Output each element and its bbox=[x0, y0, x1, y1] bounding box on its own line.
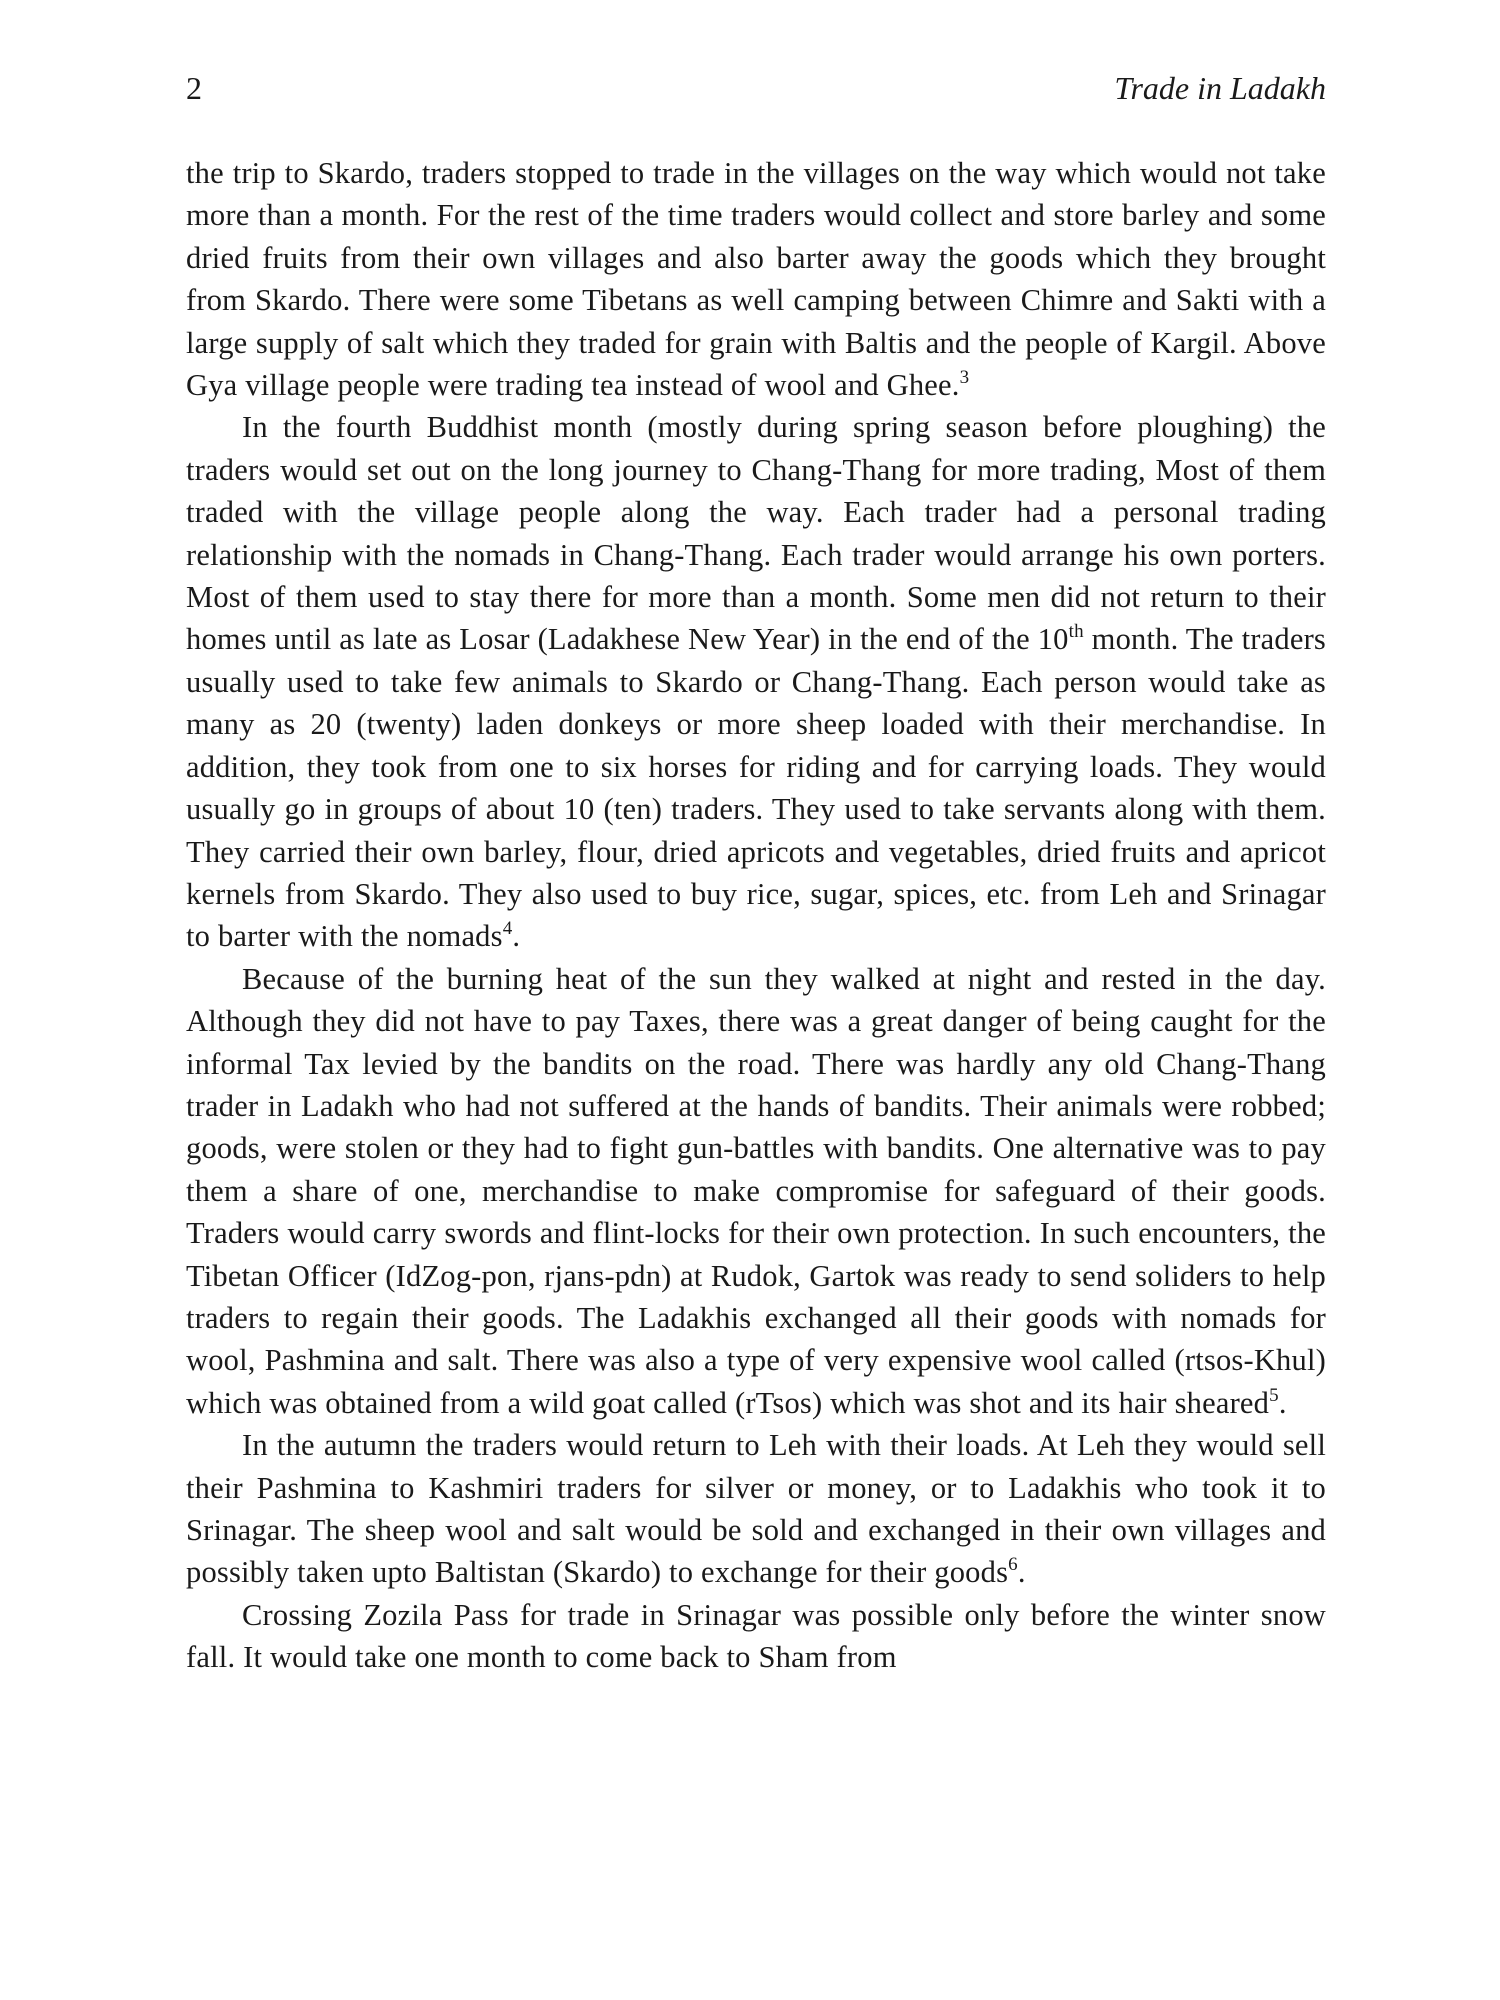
footnote-marker: 3 bbox=[959, 367, 970, 389]
paragraph-autumn-return: In the autumn the traders would return to Leh with their loads. At Leh they would sell their Pashmina to Kashmiri traders for silver or money, or to Ladakhis who took it to Srinagar. The sheep wool and salt would be sold and exchanged in their own villages and possibly taken upto Baltistan (Skardo) to exchange for their goods$^6$. bbox=[186, 1428, 1326, 1590]
ordinal-suffix: th bbox=[1068, 621, 1084, 643]
paragraph-skardo-trip: the trip to Skardo, traders stopped to trade in the villages on the way which would not take more than a month. For the rest of the time traders would collect and store barley and some dried fruits from their own villages and also barter away the goods which they brought from Skardo. There were some Tibetans as well camping between Chimre and Sakti with a large supply of salt which they traded for grain with Baltis and the people of Kargil. Above Gya village people were trading tea instead of wool and Ghee.$^3$ bbox=[186, 156, 1326, 403]
page-number: 2 bbox=[186, 70, 202, 106]
footnote-marker: 6 bbox=[1008, 1554, 1018, 1576]
footnote-marker: 4 bbox=[502, 918, 513, 940]
paragraph-zozila-pass: Crossing Zozila Pass for trade in Srinagar was possible only before the winter snow fall. It would take one month to come back to Sham from bbox=[186, 1597, 1326, 1675]
page-body bbox=[186, 152, 1326, 1679]
page-header bbox=[186, 70, 1326, 120]
footnote-marker: 5 bbox=[1269, 1384, 1279, 1406]
running-title: Trade in Ladakh bbox=[1114, 70, 1326, 106]
paragraph-chang-thang-journey: In the fourth Buddhist month (mostly during spring season before ploughing) the traders would set out on the long journey to Chang-Thang for more trading, Most of them traded with the village people along the way. Each trader had a personal trading relationship with the nomads in Chang-Thang. Each trader would arrange his own porters. Most of them used to stay there for more than a month. Some men did not return to their homes until as late as Losar (Ladakhese New Year) in the end of the 10th month. The traders usually used to take few animals to Skardo or Chang-Thang. Each person would take as many as 20 (twenty) laden donkeys or more sheep loaded with their merchandise. In addition, they took from one to six horses for riding and for carrying loads. They would usually go in groups of about 10 (ten) traders. They used to take servants along with them. They carried their own barley, flour, dried apricots and vegetables, dried fruits and apricot kernels from Skardo. They also used to buy rice, sugar, spices, etc. from Leh and Srinagar to barter with the nomads$^4$. bbox=[186, 410, 1326, 954]
paragraph-bandits: Because of the burning heat of the sun they walked at night and rested in the day. Although they did not have to pay Taxes, there was a great danger of being caught for the informal Tax levied by the bandits on the road. There was hardly any old Chang-Thang trader in Ladakh who had not suffered at the hands of bandits. Their animals were robbed; goods, were stolen or they had to fight gun-battles with bandits. One alternative was to pay them a share of one, merchandise to make compromise for safeguard of their goods. Traders would carry swords and flint-locks for their own protection. In such encounters, the Tibetan Officer (IdZog-pon, rjans-pdn) at Rudok, Gartok was ready to send soliders to help traders to regain their goods. The Ladakhis exchanged all their goods with nomads for wool, Pashmina and salt. There was also a type of very expensive wool called (rtsos-Khul) which was obtained from a wild goat called (rTsos) which was shot and its hair sheared$^5$. bbox=[186, 961, 1326, 1420]
